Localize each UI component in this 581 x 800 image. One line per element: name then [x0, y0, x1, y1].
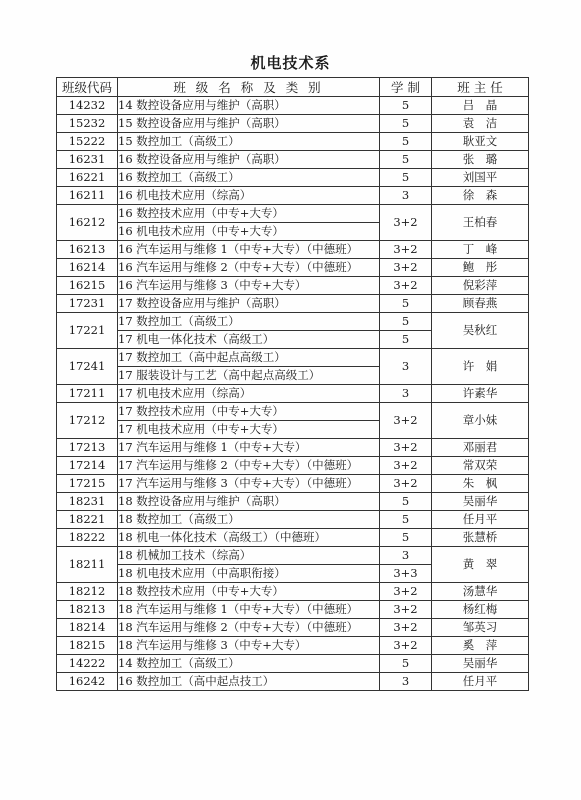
- class-code: 18211: [57, 547, 118, 583]
- class-code: 17221: [57, 313, 118, 349]
- years: 5: [380, 529, 432, 547]
- class-name: 16 机电技术应用（综高）: [118, 187, 380, 205]
- class-name: 17 机电一体化技术（高级工）: [118, 331, 380, 349]
- class-code: 18231: [57, 493, 118, 511]
- class-code: 17213: [57, 439, 118, 457]
- table-row: [57, 601, 529, 619]
- years: 3+3: [380, 565, 432, 583]
- years: 5: [380, 511, 432, 529]
- years: 3: [380, 385, 432, 403]
- table-row: [57, 637, 529, 655]
- table-row: [57, 619, 529, 637]
- years: 3: [380, 349, 432, 385]
- class-name: 18 机械加工技术（综高）: [118, 547, 380, 565]
- class-code: 17215: [57, 475, 118, 493]
- class-name: 16 汽车运用与维修 3（中专+大专）: [118, 277, 380, 295]
- class-name: 18 数控技术应用（中专+大专）: [118, 583, 380, 601]
- teacher: 耿亚文: [432, 133, 529, 151]
- teacher: 朱 枫: [432, 475, 529, 493]
- class-code: 18214: [57, 619, 118, 637]
- table-row: [57, 169, 529, 187]
- table-row: [57, 673, 529, 691]
- years: 3+2: [380, 619, 432, 637]
- years: 3: [380, 547, 432, 565]
- header-class-code: 班级代码: [57, 78, 118, 97]
- teacher: 许 娟: [432, 349, 529, 385]
- class-name: 14 数控设备应用与维护（高职）: [118, 97, 380, 115]
- teacher: 袁 洁: [432, 115, 529, 133]
- class-code: 18221: [57, 511, 118, 529]
- class-name: 18 汽车运用与维修 3（中专+大专）: [118, 637, 380, 655]
- table-row: [57, 115, 529, 133]
- years: 3: [380, 187, 432, 205]
- class-name: 18 汽车运用与维修 2（中专+大专）（中德班）: [118, 619, 380, 637]
- class-name: 16 机电技术应用（中专+大专）: [118, 223, 380, 241]
- class-code: 18222: [57, 529, 118, 547]
- teacher: 吴秋红: [432, 313, 529, 349]
- class-table: [56, 77, 529, 691]
- header-years: 学 制: [380, 78, 432, 97]
- class-name: 17 机电技术应用（综高）: [118, 385, 380, 403]
- table-row: [57, 547, 529, 565]
- class-name: 16 数控设备应用与维护（高职）: [118, 151, 380, 169]
- class-name: 16 数控技术应用（中专+大专）: [118, 205, 380, 223]
- table-row: [57, 511, 529, 529]
- table-header-row: [57, 78, 529, 97]
- teacher: 张 璐: [432, 151, 529, 169]
- class-code: 16215: [57, 277, 118, 295]
- header-teacher: 班 主 任: [432, 78, 529, 97]
- class-code: 18212: [57, 583, 118, 601]
- table-row: [57, 529, 529, 547]
- teacher: 徐 森: [432, 187, 529, 205]
- class-name: 17 数控设备应用与维护（高职）: [118, 295, 380, 313]
- teacher: 吴丽华: [432, 655, 529, 673]
- years: 3+2: [380, 583, 432, 601]
- table-row: [57, 583, 529, 601]
- class-code: 16242: [57, 673, 118, 691]
- table-row: [57, 295, 529, 313]
- class-name: 17 数控技术应用（中专+大专）: [118, 403, 380, 421]
- class-code: 17214: [57, 457, 118, 475]
- table-row: [57, 277, 529, 295]
- class-name: 18 汽车运用与维修 1（中专+大专）（中德班）: [118, 601, 380, 619]
- header-class-name: 班 级 名 称 及 类 别: [118, 78, 380, 97]
- years: 3+2: [380, 403, 432, 439]
- years: 5: [380, 151, 432, 169]
- class-name: 16 汽车运用与维修 2（中专+大专）（中德班）: [118, 259, 380, 277]
- table-row: [57, 97, 529, 115]
- page-title: 机电技术系: [250, 54, 331, 72]
- table-row: [57, 205, 529, 223]
- class-name: 15 数控加工（高级工）: [118, 133, 380, 151]
- table-row: [57, 151, 529, 169]
- teacher: 汤慧华: [432, 583, 529, 601]
- table-row: [57, 133, 529, 151]
- class-name: 17 汽车运用与维修 3（中专+大专）（中德班）: [118, 475, 380, 493]
- years: 3+2: [380, 637, 432, 655]
- years: 3+2: [380, 439, 432, 457]
- years: 5: [380, 169, 432, 187]
- years: 5: [380, 133, 432, 151]
- table-row: [57, 349, 529, 367]
- class-code: 15222: [57, 133, 118, 151]
- class-name: 17 服装设计与工艺（高中起点高级工）: [118, 367, 380, 385]
- years: 3: [380, 673, 432, 691]
- years: 3+2: [380, 259, 432, 277]
- teacher: 张慧桥: [432, 529, 529, 547]
- class-code: 16214: [57, 259, 118, 277]
- teacher: 邓丽君: [432, 439, 529, 457]
- class-name: 15 数控设备应用与维护（高职）: [118, 115, 380, 133]
- teacher: 吴丽华: [432, 493, 529, 511]
- years: 5: [380, 97, 432, 115]
- table-row: [57, 655, 529, 673]
- teacher: 常双荣: [432, 457, 529, 475]
- class-name: 18 机电一体化技术（高级工）（中德班）: [118, 529, 380, 547]
- class-name: 17 汽车运用与维修 1（中专+大专）: [118, 439, 380, 457]
- years: 5: [380, 331, 432, 349]
- teacher: 任月平: [432, 673, 529, 691]
- years: 3+2: [380, 205, 432, 241]
- teacher: 黄 翠: [432, 547, 529, 583]
- class-code: 16221: [57, 169, 118, 187]
- table-row: [57, 439, 529, 457]
- teacher: 刘国平: [432, 169, 529, 187]
- years: 3+2: [380, 457, 432, 475]
- years: 3+2: [380, 277, 432, 295]
- years: 3+2: [380, 475, 432, 493]
- class-code: 17231: [57, 295, 118, 313]
- class-code: 16212: [57, 205, 118, 241]
- table-row: [57, 403, 529, 421]
- class-name: 17 汽车运用与维修 2（中专+大专）（中德班）: [118, 457, 380, 475]
- class-code: 14222: [57, 655, 118, 673]
- table-row: [57, 493, 529, 511]
- teacher: 杨红梅: [432, 601, 529, 619]
- teacher: 鲍 彤: [432, 259, 529, 277]
- years: 3+2: [380, 241, 432, 259]
- years: 5: [380, 313, 432, 331]
- teacher: 顾春燕: [432, 295, 529, 313]
- table-row: [57, 241, 529, 259]
- class-name: 17 数控加工（高级工）: [118, 313, 380, 331]
- teacher: 倪彩萍: [432, 277, 529, 295]
- table-row: [57, 187, 529, 205]
- years: 5: [380, 655, 432, 673]
- years: 5: [380, 115, 432, 133]
- table-row: [57, 385, 529, 403]
- table-row: [57, 457, 529, 475]
- table-row: [57, 259, 529, 277]
- class-code: 16211: [57, 187, 118, 205]
- teacher: 丁 峰: [432, 241, 529, 259]
- teacher: 任月平: [432, 511, 529, 529]
- teacher: 许素华: [432, 385, 529, 403]
- table-row: [57, 313, 529, 331]
- class-name: 18 数控设备应用与维护（高职）: [118, 493, 380, 511]
- class-code: 14232: [57, 97, 118, 115]
- years: 3+2: [380, 601, 432, 619]
- class-code: 18213: [57, 601, 118, 619]
- class-code: 16231: [57, 151, 118, 169]
- class-name: 17 机电技术应用（中专+大专）: [118, 421, 380, 439]
- teacher: 章小妹: [432, 403, 529, 439]
- class-code: 16213: [57, 241, 118, 259]
- years: 5: [380, 493, 432, 511]
- class-name: 16 数控加工（高中起点技工）: [118, 673, 380, 691]
- teacher: 邹英习: [432, 619, 529, 637]
- class-code: 17211: [57, 385, 118, 403]
- teacher: 王柏春: [432, 205, 529, 241]
- class-name: 14 数控加工（高级工）: [118, 655, 380, 673]
- class-name: 16 汽车运用与维修 1（中专+大专）（中德班）: [118, 241, 380, 259]
- class-code: 17212: [57, 403, 118, 439]
- teacher: 吕 晶: [432, 97, 529, 115]
- class-name: 18 数控加工（高级工）: [118, 511, 380, 529]
- class-code: 17241: [57, 349, 118, 385]
- class-name: 18 机电技术应用（中高职衔接）: [118, 565, 380, 583]
- table-row: [57, 475, 529, 493]
- class-name: 17 数控加工（高中起点高级工）: [118, 349, 380, 367]
- class-name: 16 数控加工（高级工）: [118, 169, 380, 187]
- class-code: 18215: [57, 637, 118, 655]
- class-code: 15232: [57, 115, 118, 133]
- teacher: 奚 萍: [432, 637, 529, 655]
- years: 5: [380, 295, 432, 313]
